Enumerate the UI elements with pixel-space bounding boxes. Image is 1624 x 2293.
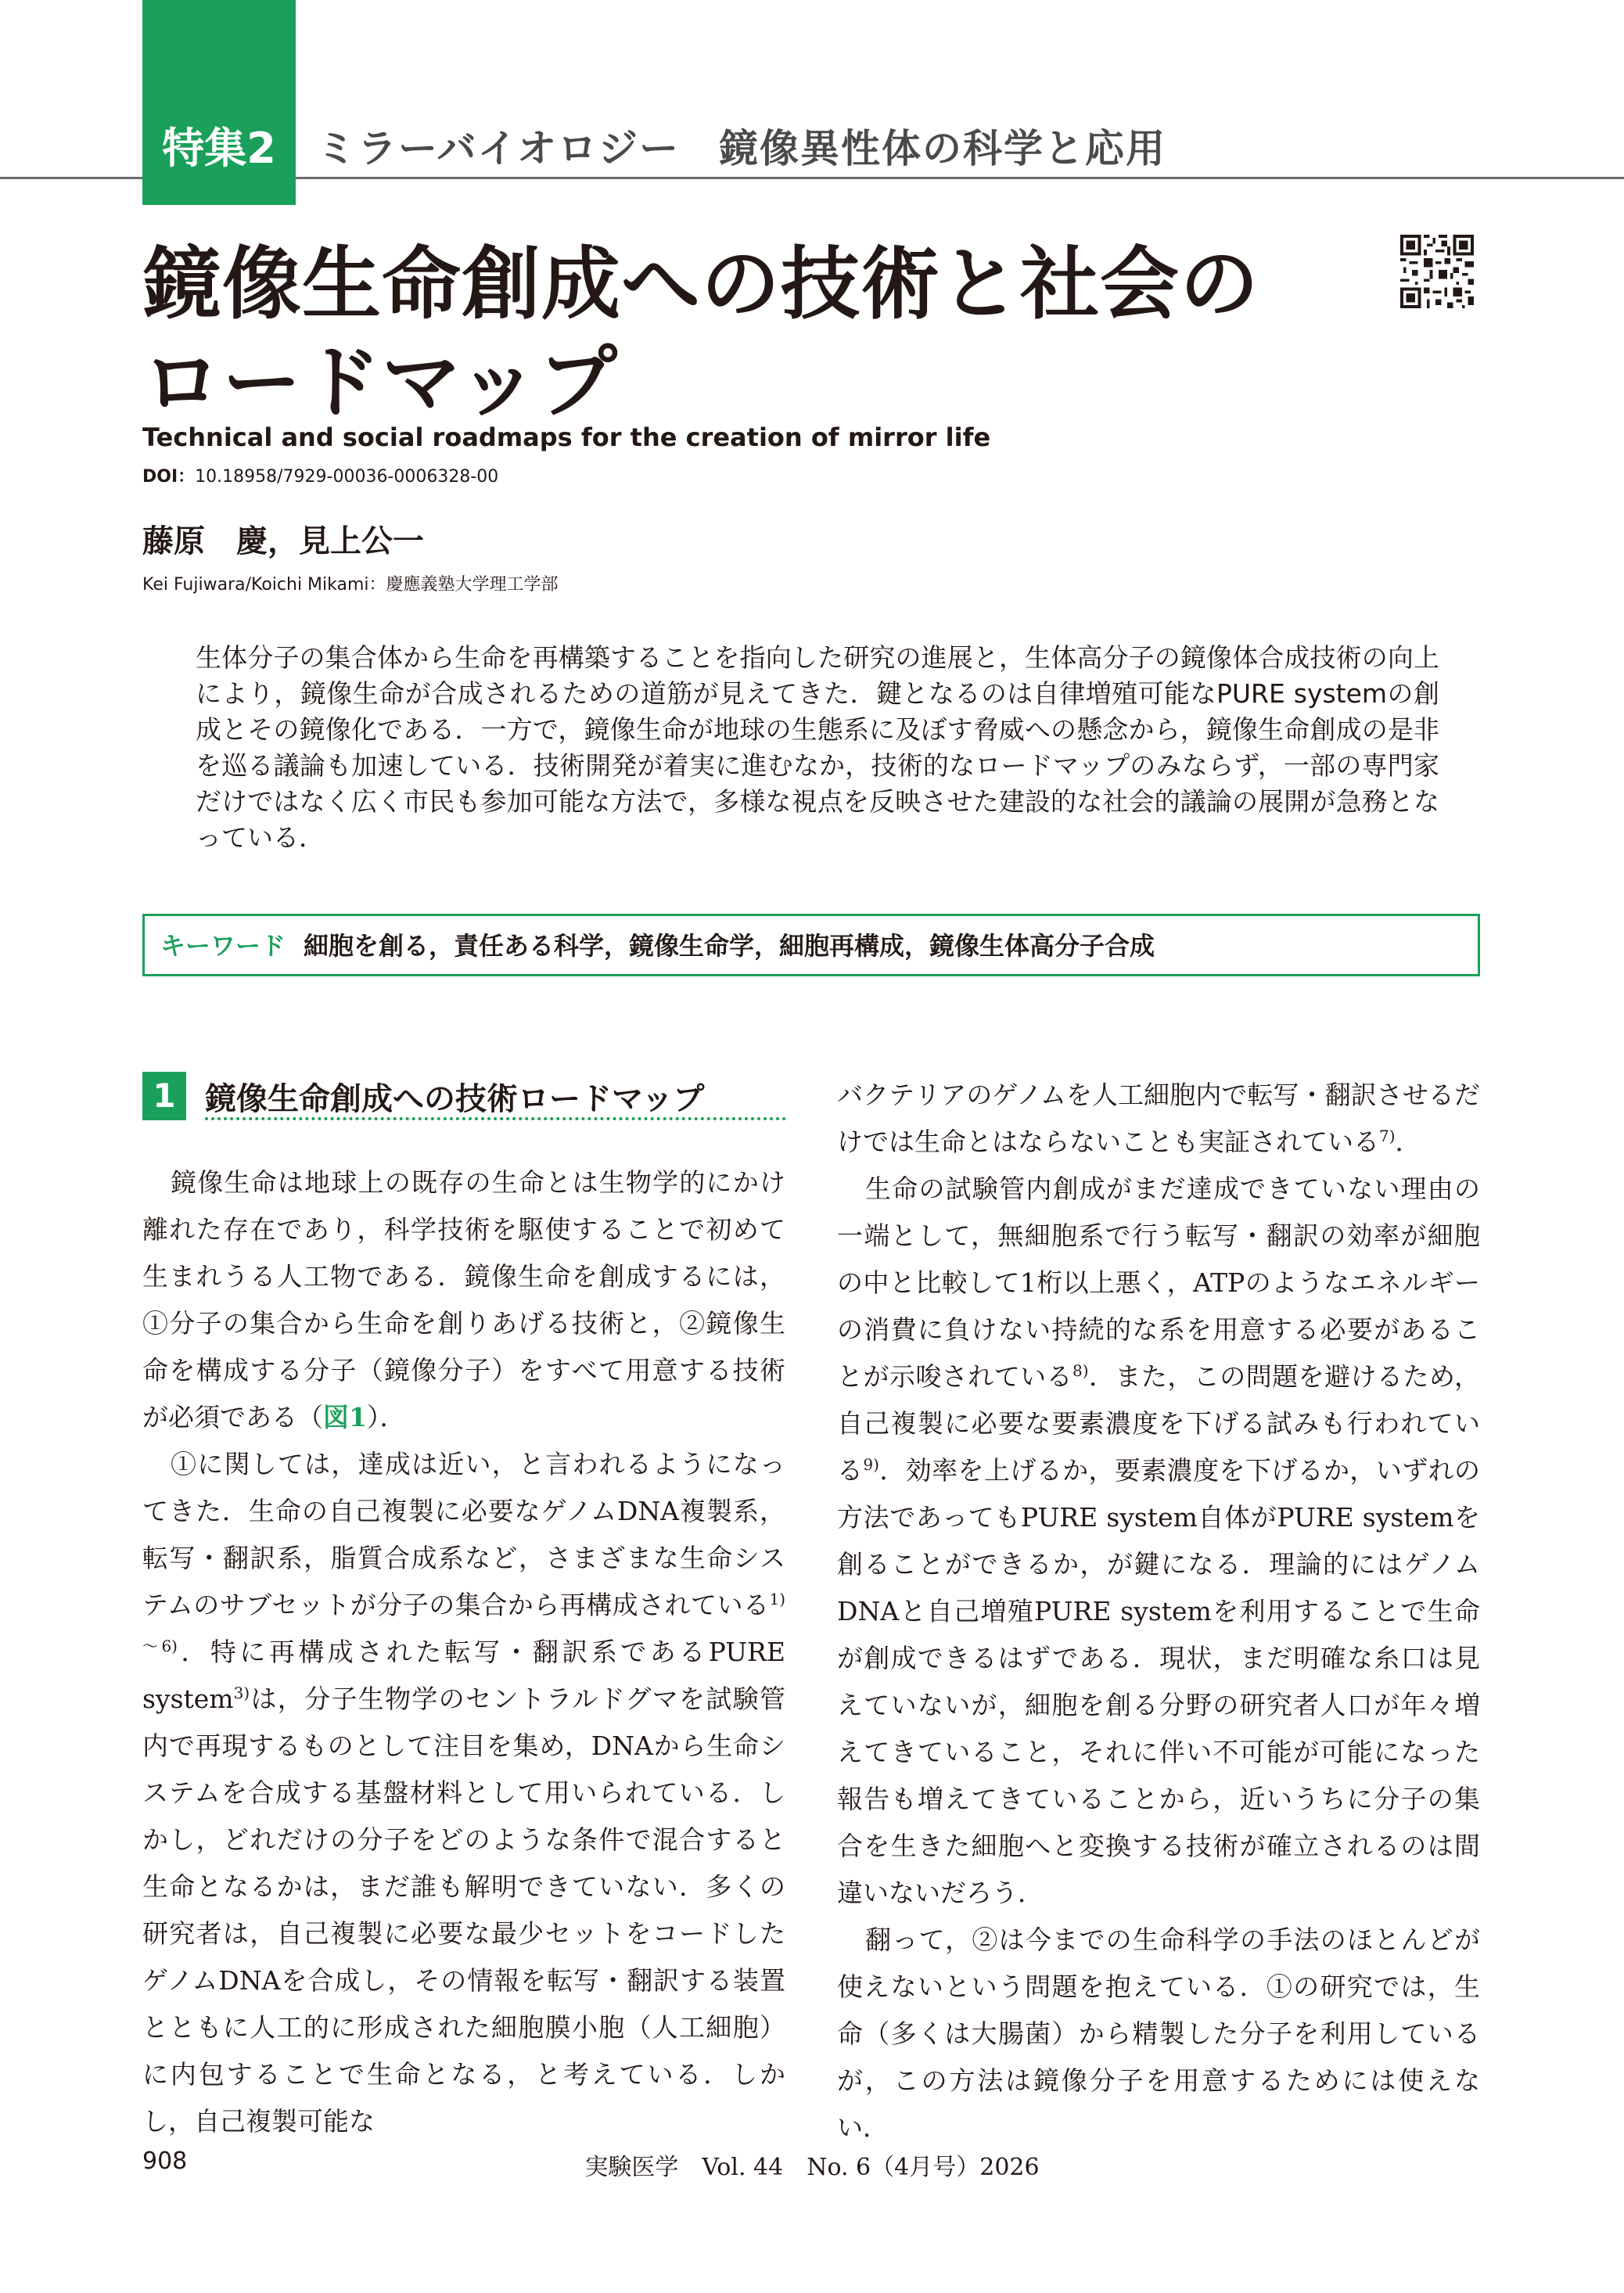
paragraph: バクテリアのゲノムを人工細胞内で転写・翻訳させるだけでは生命とはならないことも実証されている$^{7)}$． — [837, 1080, 1480, 1157]
page-number: 908 — [142, 2147, 188, 2175]
authors: 藤原 慶，見上公一 — [142, 523, 424, 559]
body-column-left — [142, 1159, 785, 2145]
feature-number: 特集2 — [162, 124, 276, 173]
paragraph: 生命の試験管内創成がまだ達成できていない理由の一端として，無細胞系で行う転写・翻訳の効率が細胞の中と比較して1桁以上悪く，ATPのようなエネルギーの消費に負けない持続的な系を用意する必要があることが示唆されている$^{8)}$．また，この問題を避けるため，自己複製に必要な要素濃度を下げる試みも行われている$^{9)}$．効率を上げるか，要素濃度を下げるか，いずれの方法であってもPURE system自体がPURE systemを創ることができるか，が鍵になる．理論的にはゲノムDNAと自己増殖PURE systemを利用することで生命が創成できるはずである．現状，まだ明確な糸口は見えていないが，細胞を創る分野の研究者人口が年々増えてきていること，それに伴い不可能が可能になった報告も増えてきていることから，近いうちに分子の集合を生きた細胞へと変換する技術が確立されるのは間違いないだろう． — [837, 1173, 1481, 1908]
figure-link[interactable]: 図1 — [323, 1402, 367, 1432]
doi-label: DOI： — [142, 467, 196, 487]
article-title — [142, 235, 1347, 432]
paragraph: ①に関しては，達成は近い，と言われるようになってきた．生命の自己複製に必要なゲノムDNA複製系，転写・翻訳系，脂質合成系など，さまざまな生命システムのサブセットが分子の集合から再構成されている$^{1)\sim 6)}$．特に再構成された転写・翻訳系であるPURE system$^{3)}$は，分子生物学のセントラルドグマを試験管内で再現するものとして注目を集め，DNAから生命システムを合成する基盤材料として用いられている．しかし，どれだけの分子をどのような条件で混合すると生命となるかは，まだ誰も解明できていない．多くの研究者は，自己複製に必要な最少セットをコードしたゲノムDNAを合成し，その情報を転写・翻訳する装置とともに人工的に形成された細胞膜小胞（人工細胞）に内包することで生命となる，と考えている．しかし，自己複製可能な — [142, 1449, 785, 2137]
article-title-line1: 鏡像生命創成への技術と社会の — [142, 238, 1260, 330]
keywords-label: キーワード — [160, 931, 286, 961]
reference-marker: 3) — [233, 1684, 250, 1702]
section-rule — [205, 1117, 786, 1120]
english-title: Technical and social roadmaps for the creation of mirror life — [142, 422, 991, 452]
article-title-line2: ロードマップ — [142, 336, 618, 429]
qr-code — [1400, 235, 1474, 308]
reference-marker: 9) — [863, 1455, 879, 1474]
section-title: 鏡像生命創成への技術ロードマップ — [205, 1081, 705, 1117]
paragraph: 鏡像生命は地球上の既存の生命とは生物学的にかけ離れた存在であり，科学技術を駆使することで初めて生まれうる人工物である．鏡像生命を創成するには，①分子の集合から生命を創りあげる技術と，②鏡像生命を構成する分子（鏡像分子）をすべて用意する技術が必須である（図1）． — [142, 1167, 785, 1432]
body-column-right — [837, 1072, 1480, 2151]
doi-value: 10.18958/7929-00036-0006328-00 — [195, 467, 499, 487]
doi — [142, 463, 498, 487]
paragraph: 翻って，②は今までの生命科学の手法のほとんどが使えないという問題を抱えている．①の研究では，生命（多くは大腸菌）から精製した分子を利用しているが，この方法は鏡像分子を用意するためには使えない． — [837, 1925, 1480, 2143]
reference-marker: 7) — [1379, 1127, 1396, 1145]
keywords-text: 細胞を創る，責任ある科学，鏡像生命学，細胞再構成，鏡像生体高分子合成 — [304, 931, 1155, 961]
affiliation: Kei Fujiwara/Koichi Mikami：慶應義塾大学理工学部 — [142, 575, 559, 595]
reference-marker: 8) — [1072, 1361, 1089, 1380]
abstract: 生体分子の集合体から生命を再構築することを指向した研究の進展と，生体高分子の鏡像体合成技術の向上により，鏡像生命が合成されるための道筋が見えてきた．鍵となるのは自律増殖可能なPURE systemの創成とその鏡像化である．一方で，鏡像生命が地球の生態系に及ぼす脅威への懸念から，鏡像生命創成の是非を巡る議論も加速している．技術開発が着実に進むなか，技術的なロードマップのみならず，一部の専門家だけではなく広く市民も参加可能な方法で，多様な視点を反映させた建設的な社会的議論の展開が急務となっている． — [196, 642, 1439, 853]
feature-title — [317, 117, 1166, 174]
reference-marker: 1)～6) — [142, 1590, 785, 1655]
journal-info: 実験医学 Vol. 44 No. 6（4月号）2026 — [584, 2154, 1040, 2181]
section-number: 1 — [142, 1072, 186, 1120]
feature-subtitle: 鏡像異性体の科学と応用 — [719, 126, 1166, 171]
feature-title-main: ミラーバイオロジー — [317, 126, 680, 171]
